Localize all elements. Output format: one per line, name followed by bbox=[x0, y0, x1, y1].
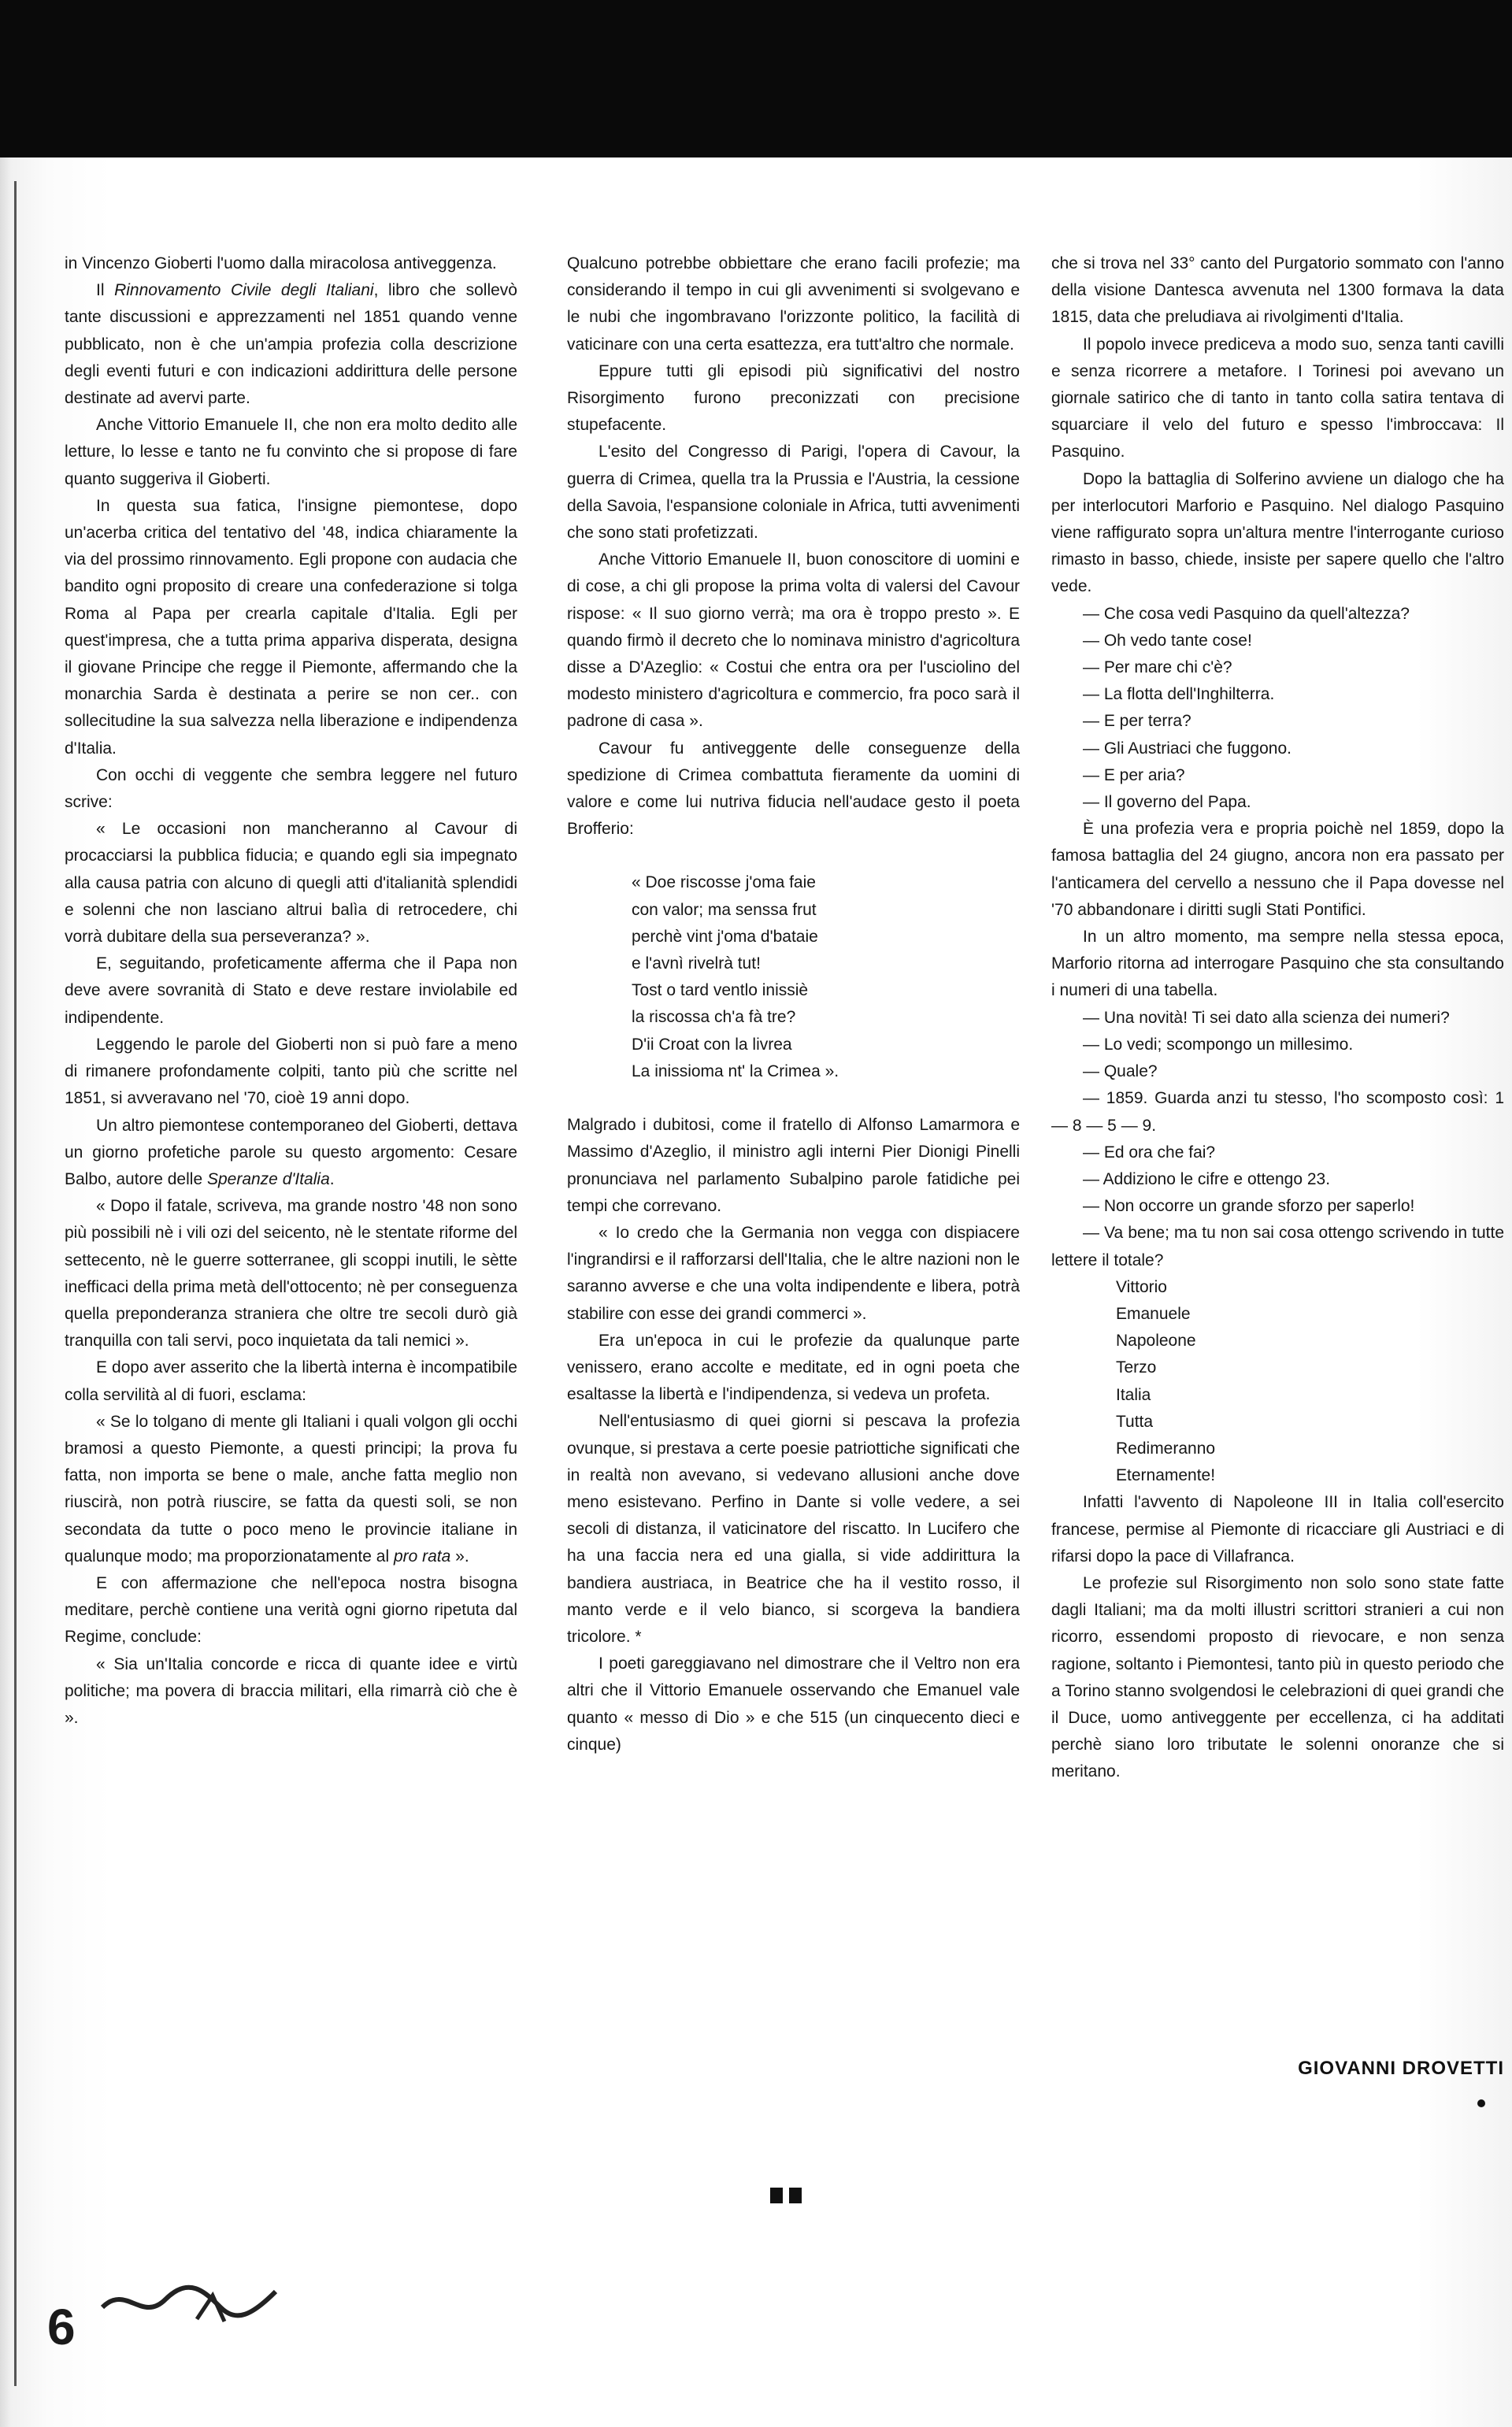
paragraph-text: « Se lo tolgano di mente gli Italiani i quali volgon gli occhi bramosi a questo Piemonte, a questi principi; la prova fu fatta, non importa se bene o male, anche fatta meglio non riuscirà, non potrà riuscire, se fatta da questi soli, se non secondata da tutte o poco meno le provincie italiane in qualunque modo; ma proporzionatamente al bbox=[65, 1412, 517, 1566]
poem-line: « Doe riscosse j'oma faie bbox=[632, 873, 816, 892]
word-list-item: Vittorio bbox=[1116, 1277, 1167, 1296]
word-list-item: Terzo bbox=[1116, 1358, 1157, 1377]
paragraph: — Lo vedi; scompongo un millesimo. bbox=[1083, 1035, 1354, 1054]
acrostic-word-list bbox=[1116, 1274, 1504, 1490]
paragraph: E dopo aver asserito che la libertà interna è incompatibile colla servilità al di fuori, esclama: bbox=[65, 1358, 517, 1404]
paragraph bbox=[65, 1113, 517, 1194]
poem-line: D'ii Croat con la livrea bbox=[632, 1035, 792, 1054]
paragraph: — Ed ora che fai? bbox=[1083, 1143, 1216, 1162]
paragraph: — 1859. Guarda anzi tu stesso, l'ho scomposto così: 1 — 8 — 5 — 9. bbox=[1051, 1089, 1504, 1135]
paragraph: — Gli Austriaci che fuggono. bbox=[1083, 739, 1292, 758]
paragraph: — Oh vedo tante cose! bbox=[1083, 631, 1252, 650]
paragraph: È una profezia vera e propria poichè nel 1859, dopo la famosa battaglia del 24 giugno, ancora non era passato per l'anticamera del cervello a nessuno che il Papa dovesse nel '70 abbandonare i diritti sugli Stati Pontifici. bbox=[1051, 820, 1504, 919]
page-number: 6 bbox=[47, 2299, 76, 2355]
paragraph-text: . bbox=[329, 1169, 335, 1188]
scan-dark-border bbox=[0, 0, 1512, 157]
paragraph: Eppure tutti gli episodi più significativi del nostro Risorgimento furono preconizzati con precisione stupefacente. bbox=[567, 361, 1020, 435]
article-end-mark bbox=[770, 2188, 808, 2207]
paragraph: « Io credo che la Germania non vegga con dispiacere l'ingrandirsi e il rafforzarsi dell'Italia, che le altre nazioni non le saranno avverse e che una volta indipendente e libera, potrà stabilire con esse dei grandi commerci ». bbox=[567, 1223, 1020, 1323]
word-list-item: Tutta bbox=[1116, 1412, 1154, 1431]
paragraph: — Il governo del Papa. bbox=[1083, 793, 1251, 812]
word-list-item: Redimeranno bbox=[1116, 1439, 1216, 1458]
bullet-dot bbox=[1477, 2099, 1485, 2107]
word-list-item: Napoleone bbox=[1116, 1332, 1196, 1351]
ink-scribble bbox=[94, 2260, 284, 2331]
paragraph: Nell'entusiasmo di quei giorni si pescava la profezia ovunque, si prestava a certe poesie patriottiche significati che in realtà non avevano, si vedevano allusioni anche dove meno esistevano. Perfino in Dante si volle vedere, a sei secoli di distanza, il vaticinatore del riscatto. In Lucifero che ha una faccia nera ed una gialla, si vide addirittura la bandiera austriaca, in Beatrice che ha il vestito rosso, il manto verde e il velo bianco, si scorgeva la bandiera tricolore. * bbox=[567, 1412, 1020, 1646]
paragraph: Qualcuno potrebbe obbiettare che erano facili profezie; ma considerando il tempo in cui gli avvenimenti si svolgevano e le nubi che ingombravano l'orizzonte politico, la facilità di vaticinare con una certa esattezza, era tutt'altro che normale. bbox=[567, 254, 1020, 354]
paragraph: — Per mare chi c'è? bbox=[1083, 658, 1232, 677]
paragraph: L'esito del Congresso di Parigi, l'opera di Cavour, la guerra di Crimea, quella tra la Prussia e l'Austria, la cessione della Savoia, l'espansione coloniale in Africa, tutti avvenimenti che sono stati profetizzati. bbox=[567, 443, 1020, 543]
binding-edge bbox=[14, 181, 17, 2386]
paragraph: Era un'epoca in cui le profezie da qualunque parte venissero, erano accolte e meditate, ed in ogni poeta che esaltasse la libertà e l'indipendenza, si vedeva un profeta. bbox=[567, 1331, 1020, 1404]
italic-title: pro rata bbox=[393, 1547, 451, 1566]
paragraph: « Dopo il fatale, scriveva, ma grande nostro '48 non sono più possibili nè i vili ozi del seicento, nè le stentate riforme del settecento, nè le guerre sotterranee, gli scoppi inutili, le sètte inefficaci della prima metà dell'ottocento; nè per conseguenza quella preponderanza straniera che oltre tre secoli durò già tranquilla con tali servi, poco inquietata da tali nemici ». bbox=[65, 1197, 517, 1351]
paragraph: In questa sua fatica, l'insigne piemontese, dopo un'acerba critica del tentativo del '48, indica chiaramente la via del prossimo rinnovamento. Egli propone con audacia che bandito ogni proposito di creare una confederazione si tolga Roma al Papa per crearla capitale d'Italia. Egli per quest'impresa, che a tutta prima appariva disperata, designa il giovane Principe che regge il Piemonte, affermando che la monarchia Sarda è destinata a perire se non cer.. con sollecitudine la sua salvezza nella liberazione e indipendenza d'Italia. bbox=[65, 496, 517, 758]
poem-line: perchè vint j'oma d'bataie bbox=[632, 927, 818, 946]
poem-line: con valor; ma senssa frut bbox=[632, 900, 817, 919]
column-3 bbox=[1051, 250, 1504, 1786]
paragraph bbox=[65, 277, 517, 412]
paragraph: — E per terra? bbox=[1083, 712, 1191, 731]
paragraph: — Non occorre un grande sforzo per saperlo! bbox=[1083, 1197, 1415, 1216]
italic-title: Rinnovamento Civile degli Italiani bbox=[114, 281, 374, 300]
paragraph: Cavour fu antiveggente delle conseguenze della spedizione di Crimea combattuta fieramente da uomini di valore e come lui nutriva fiducia nell'audace gesto il poeta Brofferio: bbox=[567, 739, 1020, 839]
word-list-item: Italia bbox=[1116, 1385, 1151, 1404]
paragraph: che si trova nel 33° canto del Purgatorio sommato con l'anno della visione Dantesca avvenuta nel 1300 formava la data 1815, data che preludiava ai rivolgimenti d'Italia. bbox=[1051, 254, 1504, 327]
paragraph-text: Il bbox=[96, 281, 115, 300]
paragraph: I poeti gareggiavano nel dimostrare che il Veltro non era altri che il Vittorio Emanuele osservando che Emanuel vale quanto « messo di Dio » e che 515 (un cinquecento dieci e cinque) bbox=[567, 1654, 1020, 1754]
paragraph bbox=[65, 1409, 517, 1570]
poem-verses bbox=[632, 869, 1020, 1085]
paragraph: « Le occasioni non mancheranno al Cavour di procacciarsi la pubblica fiducia; e quando egli sia impegnato alla causa patria con alcuno di quegli atti d'italianità splendidi e solenni che non lasciano altrui balìa di retrocedere, chi vorrà dubitare della sua perseveranza? ». bbox=[65, 820, 517, 947]
paragraph: Con occhi di veggente che sembra leggere nel futuro scrive: bbox=[65, 765, 517, 812]
paragraph: « Sia un'Italia concorde e ricca di quante idee e virtù politiche; ma povera di braccia militari, ella rimarrà ciò che è ». bbox=[65, 1654, 517, 1727]
column-1 bbox=[65, 250, 517, 1732]
paragraph: Le profezie sul Risorgimento non solo sono state fatte dagli Italiani; ma da molti illustri scrittori stranieri a cui non ricorro, essendomi proposto di rievocare, e non senza ragione, soltanto i Piemontesi, tanto più in questo periodo che a Torino stanno svolgendosi le celebrazioni di quei grandi che il Duce, uomo antiveggente per eccellenza, ci ha additati perchè siano loro tributate le solenni onoranze che si meritano. bbox=[1051, 1573, 1504, 1781]
paragraph: in Vincenzo Gioberti l'uomo dalla miracolosa antiveggenza. bbox=[65, 254, 497, 272]
paragraph: Infatti l'avvento di Napoleone III in Italia coll'esercito francese, permise al Piemonte di ricacciare gli Austriaci e di rifarsi dopo la pace di Villafranca. bbox=[1051, 1493, 1504, 1566]
paragraph: Leggendo le parole del Gioberti non si può fare a meno di rimanere profondamente colpiti, tanto più che scritte nel 1851, si avveravano nel '70, cioè 19 anni dopo. bbox=[65, 1035, 517, 1108]
poem-line: e l'avnì rivelrà tut! bbox=[632, 954, 761, 973]
paragraph: Il popolo invece prediceva a modo suo, senza tanti cavilli e senza ricorrere a metafore. I Torinesi poi avevano un giornale satirico che di tanto in tanto colla satira tentava di squarciare il velo del futuro e spesso l'imbroccava: Il Pasquino. bbox=[1051, 335, 1504, 461]
paragraph: — Quale? bbox=[1083, 1062, 1158, 1081]
paragraph: Anche Vittorio Emanuele II, buon conoscitore di uomini e di cose, a chi gli propose la prima volta di valersi del Cavour rispose: « Il suo giorno verrà; ma ora è troppo presto ». E quando firmò il decreto che lo nominava ministro d'agricoltura disse a D'Azeglio: « Costui che entra ora per l'usciolino del modesto ministero d'agricoltura e commercio, fra poco sarà il padrone di casa ». bbox=[567, 550, 1020, 731]
paragraph: Malgrado i dubitosi, come il fratello di Alfonso Lamarmora e Massimo d'Azeglio, il ministro agli interni Pier Dionigi Pinelli pronunciava nel parlamento Subalpino parole fatidiche pei tempi che correvano. bbox=[567, 1116, 1020, 1215]
italic-title: Speranze d'Italia bbox=[206, 1169, 330, 1188]
poem-line: La inissioma nt' la Crimea ». bbox=[632, 1062, 839, 1080]
paragraph: Anche Vittorio Emanuele II, che non era molto dedito alle letture, lo lesse e tanto ne fu convinto che si propose di fare quanto suggeriva il Gioberti. bbox=[65, 416, 517, 488]
paragraph-text: Un altro piemontese contemporaneo del Gioberti, dettava un giorno profetiche parole su questo argomento: Cesare Balbo, autore delle bbox=[65, 1116, 517, 1188]
paragraph: — Addiziono le cifre e ottengo 23. bbox=[1083, 1169, 1331, 1188]
paragraph-text: , libro che sollevò tante discussioni e apprezzamenti nel 1851 quando venne pubblicato, non è che un'ampia profezia colla descrizione degli eventi futuri e con indicazioni addirittura delle persone destinate ad avervi parte. bbox=[65, 281, 517, 408]
poem-line: Tost o tard ventlo inissiè bbox=[632, 981, 809, 1000]
word-list-item: Emanuele bbox=[1116, 1304, 1191, 1323]
paragraph: Dopo la battaglia di Solferino avviene un dialogo che ha per interlocutori Marforio e Pasquino. Nel dialogo Pasquino viene raffigurato sopra un'altura mentre l'interrogante curioso rimasto in basso, chiede, insiste per sapere quello che l'altro vede. bbox=[1051, 469, 1504, 596]
paragraph: E, seguitando, profeticamente afferma che il Papa non deve avere sovranità di Stato e deve restare inviolabile ed indipendente. bbox=[65, 954, 517, 1027]
paragraph: — Va bene; ma tu non sai cosa ottengo scrivendo in tutte lettere il totale? bbox=[1051, 1224, 1504, 1269]
paragraph: — E per aria? bbox=[1083, 765, 1185, 784]
paragraph-text: ». bbox=[450, 1547, 469, 1566]
paragraph: — Una novità! Ti sei dato alla scienza dei numeri? bbox=[1083, 1008, 1450, 1027]
paragraph: — La flotta dell'Inghilterra. bbox=[1083, 685, 1275, 704]
author-signature: GIOVANNI DROVETTI bbox=[1298, 2058, 1504, 2079]
paragraph: In un altro momento, ma sempre nella stessa epoca, Marforio ritorna ad interrogare Pasquino che sta consultando i numeri di una tabella. bbox=[1051, 928, 1504, 1000]
paragraph: E con affermazione che nell'epoca nostra bisogna meditare, perchè contiene una verità ogni giorno ripetuta dal Regime, conclude: bbox=[65, 1573, 517, 1647]
paragraph: — Che cosa vedi Pasquino da quell'altezza? bbox=[1083, 604, 1410, 623]
poem-line: la riscossa ch'a fà tre? bbox=[632, 1008, 796, 1027]
column-2 bbox=[567, 250, 1020, 1758]
word-list-item: Eternamente! bbox=[1116, 1466, 1216, 1485]
